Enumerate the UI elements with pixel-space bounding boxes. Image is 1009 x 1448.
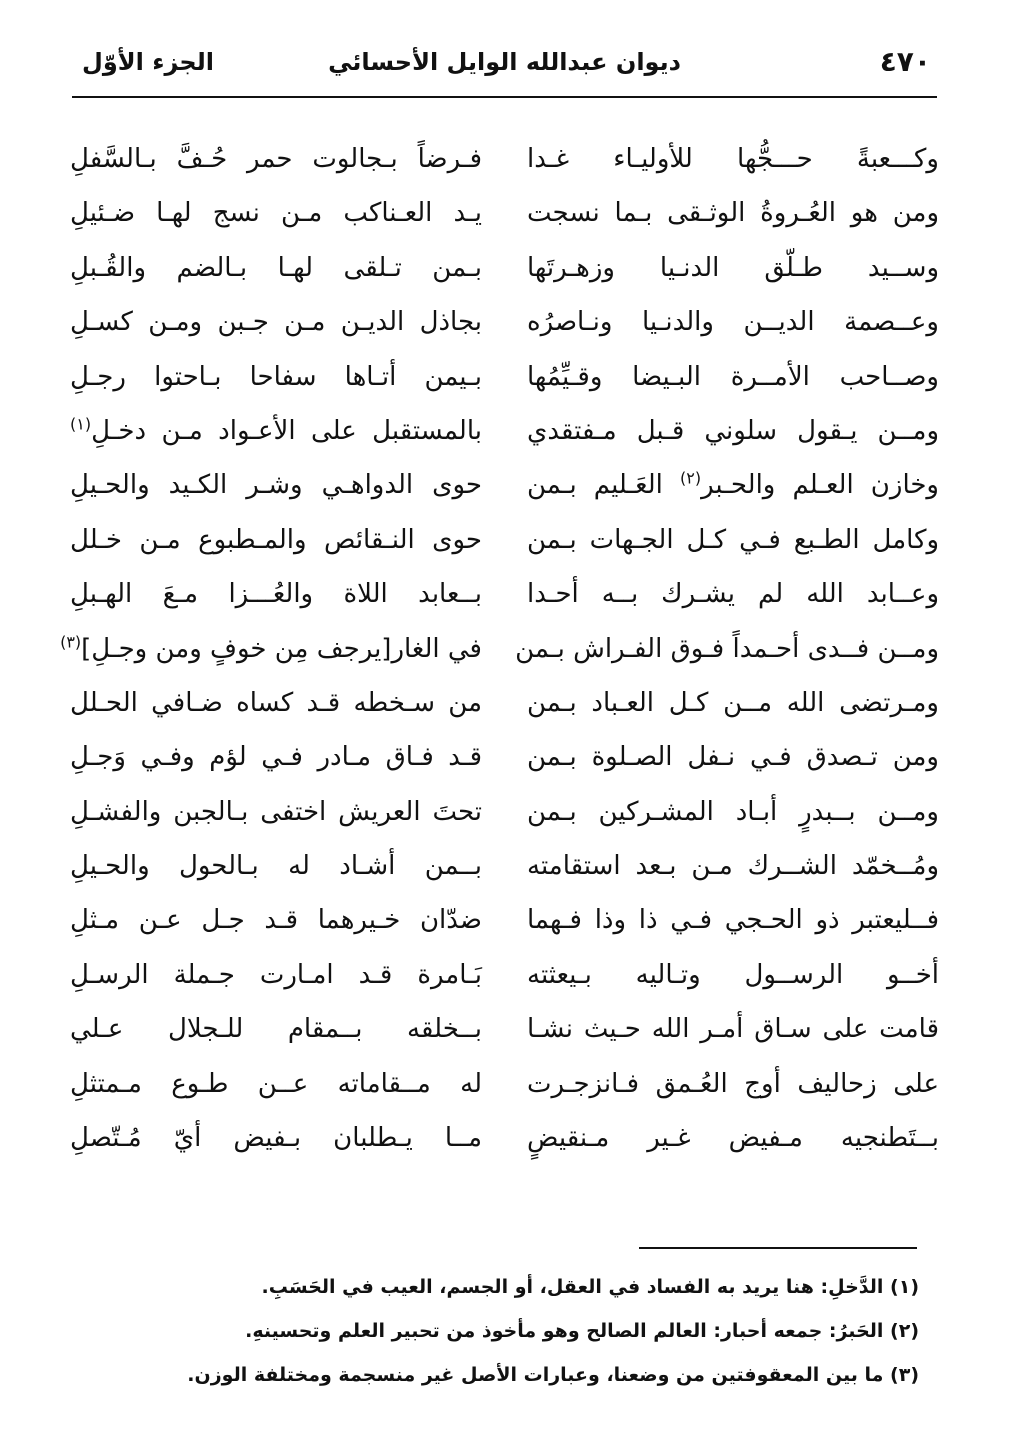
verse-second-hemistich: قـد فـاق مـادر فـي لؤم وفـي وَجـلِ — [70, 742, 482, 773]
verse-first-hemistich: قامت على سـاق أمـر الله حـيث نشـا — [527, 1014, 939, 1045]
verse-row — [70, 513, 939, 567]
verse-second-hemistich: مــا يـطلبان بـفيض أيّ مُـتّصلِ — [70, 1123, 482, 1154]
poem-body — [60, 132, 939, 1165]
verse-second-hemistich: حوى الدواهـي وشـر الكـيد والحـيلِ — [70, 470, 482, 501]
page-number: ٤٧٠ — [879, 45, 931, 78]
verse-second-hemistich: بــمن أشـاد له بـالحول والحـيلِ — [70, 851, 482, 882]
verse-row — [70, 730, 939, 784]
verse-first-hemistich: وســيد طـلّق الدنـيا وزهـرتَها — [527, 252, 939, 283]
verse-row — [70, 1111, 939, 1165]
book-title: ديوان عبدالله الوايل الأحسائي — [328, 48, 681, 76]
verse-row — [70, 567, 939, 621]
verse-row — [70, 676, 939, 730]
verse-second-hemistich — [70, 414, 482, 448]
verse-first-hemistich: ومن تـصدق فـي نـفل الصـلوة بـمن — [527, 742, 939, 773]
verse-first-hemistich: ومن هو العُـروةُ الوثـقى بـما نسجت — [527, 198, 939, 229]
verse-row — [60, 622, 939, 676]
verse-second-hemistich: بـيمن أتـاها سفاحا بـاحتوا رجـلِ — [70, 361, 482, 392]
verse-first-hemistich: ومـرتضى الله مــن كـل العـباد بـمن — [527, 687, 939, 718]
footnote-marker: (٢) — [679, 468, 702, 488]
footnote: (٢) الحَبرُ: جمعه أحبار: العالم الصالح وهو مأخوذ من تحبير العلم وتحسينهِ. — [245, 1320, 919, 1342]
verse-row — [70, 241, 939, 295]
verse-first-hemistich: وكـــعبةً حـــجُّها للأوليـاء غـدا — [527, 144, 939, 174]
hemistich-text: العَـليم بـمن — [527, 470, 663, 501]
verse-row — [70, 295, 939, 349]
verse-first-hemistich: وصــاحب الأمــرة البـيضا وقـيِّمُها — [527, 361, 939, 392]
verse-second-hemistich: يـد العـناكب مـن نسج لهـا ضـئيلِ — [70, 198, 482, 229]
verse-second-hemistich: بــعابد اللاة والعُـــزا مـعَ الهـبلِ — [70, 579, 482, 610]
verse-second-hemistich: بـمن تـلقى لهـا بـالضم والقُـبلِ — [70, 252, 482, 283]
verse-first-hemistich: بــتَطنجيه مـفيض غـير مـنقيضٍ — [527, 1123, 939, 1154]
verse-second-hemistich: تحتَ العريش اختفى بـالجبن والفشـلِ — [70, 796, 482, 827]
footnote: (١) الدَّخلِ: هنا يريد به الفساد في العقل، أو الجسم، العيب في الحَسَبِ. — [261, 1276, 919, 1298]
verse-row — [70, 350, 939, 404]
verse-second-hemistich: بجاذل الديـن مـن جـبن ومـن كسـلِ — [70, 307, 482, 338]
verse-first-hemistich: وعــصمة الديــن والدنـيا ونـاصرُه — [527, 307, 939, 338]
verse-row — [70, 893, 939, 947]
verse-second-hemistich: بــخلقه بــمقام للـجلال عـلي — [70, 1014, 482, 1045]
verse-row — [70, 1057, 939, 1111]
verse-first-hemistich — [527, 468, 939, 502]
verse-second-hemistich: فـرضاً بـجالوت حمر حُـفَّ بـالسَّفلِ — [70, 144, 482, 174]
verse-first-hemistich: ومــن بــبدرٍ أبـاد المشـركين بـمن — [527, 796, 939, 827]
verse-first-hemistich: وعــابد الله لم يشـرك بــه أحـدا — [527, 579, 939, 610]
verse-second-hemistich: حوى النـقائص والمـطبوع مـن خـلل — [70, 524, 482, 555]
verse-first-hemistich: أخــو الرســول وتـاليه بـيعثته — [527, 959, 939, 990]
footnote: (٣) ما بين المعقوفتين من وضعنا، وعبارات الأصل غير منسجمة ومختلفة الوزن. — [187, 1364, 919, 1386]
hemistich-text: وخازن العـلم والحـبر — [701, 470, 939, 501]
footnote-divider — [639, 1247, 917, 1249]
verse-first-hemistich: ومُــخمّد الشــرك مـن بـعد استقامته — [527, 851, 939, 882]
page-header — [72, 38, 937, 98]
verse-first-hemistich: وكامل الطـبع فـي كـل الجـهات بـمن — [527, 524, 939, 555]
verse-row — [70, 1002, 939, 1056]
verse-row — [70, 186, 939, 240]
verse-first-hemistich: ومــن فــدى أحـمداً فـوق الفـراش بـمن — [515, 633, 939, 664]
verse-second-hemistich: بَـامرة قـد امـارت جـملة الرسـلِ — [70, 959, 482, 990]
verse-row — [70, 132, 939, 186]
hemistich-text: في الغار[يرجف مِن خوفٍ ومن وجـلِ] — [81, 633, 482, 664]
volume-label: الجزء الأوّل — [82, 48, 214, 76]
hemistich-text: بالمستقبل على الأعـواد مـن دخـلِ — [91, 415, 482, 446]
footnote-marker: (١) — [70, 414, 92, 434]
verse-row — [70, 458, 939, 512]
verse-row — [70, 948, 939, 1002]
verse-first-hemistich: على زحاليف أوج العُـمق فـانزجـرت — [527, 1068, 939, 1099]
verse-second-hemistich — [60, 631, 482, 666]
footnotes — [90, 1272, 919, 1404]
verse-first-hemistich: ومــن يـقول سلوني قـبل مـفتقدي — [527, 415, 939, 446]
verse-row — [70, 785, 939, 839]
verse-second-hemistich: ضدّان خـيرهما قـد جـل عـن مـثلِ — [70, 905, 482, 936]
footnote-marker: (٣) — [60, 631, 82, 651]
verse-second-hemistich: من سـخطه قـد كساه ضـافي الحـلل — [70, 687, 482, 718]
verse-first-hemistich: فــليعتبر ذو الحـجي فـي ذا وذا فـهما — [527, 905, 939, 936]
verse-row — [70, 404, 939, 458]
verse-second-hemistich: له مــقاماته عــن طـوع مـمتثلِ — [70, 1068, 482, 1099]
verse-row — [70, 839, 939, 893]
